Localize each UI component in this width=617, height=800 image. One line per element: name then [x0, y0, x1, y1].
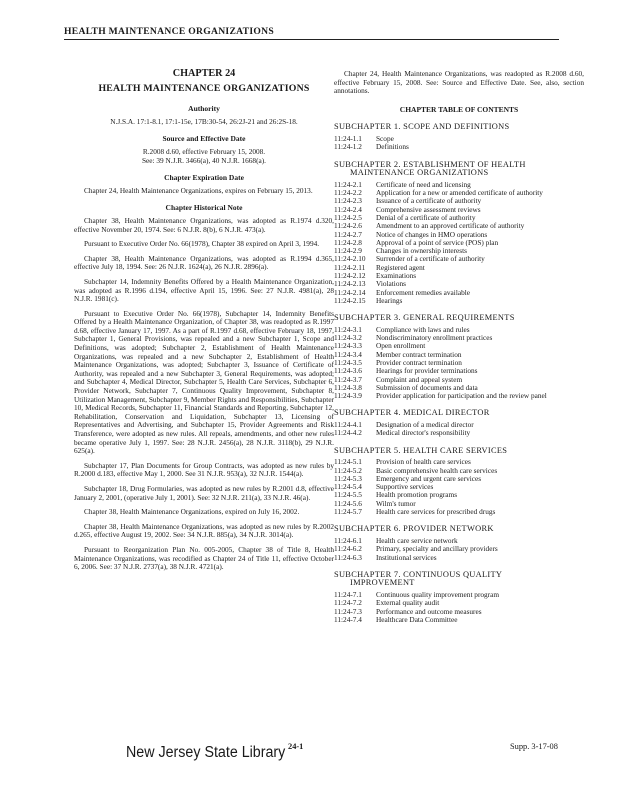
subchapter-title	[334, 447, 584, 456]
subchapter-title-text: SUBCHAPTER 7. CONTINUOUS QUALITY	[334, 569, 503, 579]
history-paragraph: Chapter 38, Health Maintenance Organizations, was adopted as R.1974 d.320, effective November 20, 1974. See: 6 N.J.R. 8(b), 6 N.J.R. 473(a).	[74, 215, 334, 234]
section-number: 11:24-2.13	[334, 279, 366, 289]
source-line-2: See: 39 N.J.R. 3466(a), 40 N.J.R. 1668(a).	[141, 155, 267, 165]
subchapter-title	[334, 123, 584, 132]
history-paragraph: Pursuant to Reorganization Plan No. 005-2005, Chapter 38 of Title 8, Health Maintenance Organizations, was recodified as Chapter 24 of Title 11, effective October 6, 2006. See: 37 N.J.R. 2737(a), 38 N.J.R. 4721(a).	[74, 544, 334, 572]
toc-entry	[334, 591, 584, 599]
chapter-number: CHAPTER 24	[172, 68, 236, 79]
section-title: Designation of a medical director	[376, 420, 474, 430]
section-number: 11:24-7.2	[334, 598, 362, 608]
toc-entry	[334, 143, 584, 151]
section-title: Medical director's responsibility	[376, 428, 471, 438]
section-title: Institutional services	[376, 552, 437, 562]
toc-entry	[334, 334, 584, 342]
toc-heading: CHAPTER TABLE OF CONTENTS	[399, 104, 519, 114]
section-number: 11:24-2.2	[334, 188, 362, 198]
source-line-1: R.2008 d.60, effective February 15, 2008.	[142, 146, 266, 156]
subchapter-title-text: SUBCHAPTER 6. PROVIDER NETWORK	[334, 524, 494, 534]
section-number: 11:24-2.10	[334, 254, 366, 264]
section-number: 11:24-3.6	[334, 366, 362, 376]
section-title: Emergency and urgent care services	[376, 473, 482, 483]
history-paragraph: Chapter 38, Health Maintenance Organizations, was adopted as R.1994 d.365, effective July 18, 1994. See: 26 N.J.R. 1624(a), 26 N.J.R. 2896(a).	[74, 253, 334, 272]
expiration-text: Chapter 24, Health Maintenance Organizations, expires on February 15, 2013.	[84, 185, 313, 195]
section-title: Health care services for prescribed drugs	[376, 507, 496, 517]
section-title: Compliance with laws and rules	[376, 324, 470, 334]
section-title: Provider application for participation and the review panel	[376, 391, 547, 401]
readoption-note: Chapter 24, Health Maintenance Organizations, was readopted as R.2008 d.60, effective February 15, 2008. See: Source and Effective Date. See, also, section annotations.	[334, 69, 584, 96]
section-number: 11:24-2.1	[334, 179, 362, 189]
section-number: 11:24-1.2	[334, 142, 362, 152]
section-title: Hearings for provider terminations	[376, 366, 478, 376]
section-number: 11:24-5.2	[334, 465, 362, 475]
section-number: 11:24-3.1	[334, 324, 362, 334]
history-paragraph: Subchapter 18, Drug Formularies, was adopted as new rules by R.2001 d.8, effective January 2, 2001, (operative July 1, 2001). See: 32 N.J.R. 211(a), 33 N.J.R. 46(a).	[74, 483, 334, 502]
section-number: 11:24-3.5	[334, 357, 362, 367]
section-title: Approval of a point of service (POS) plan	[376, 237, 499, 247]
section-number: 11:24-3.4	[334, 349, 362, 359]
toc-entry	[334, 272, 584, 280]
section-number: 11:24-2.15	[334, 295, 366, 305]
section-title: Provision of health care services	[376, 457, 471, 467]
toc-entry	[334, 255, 584, 263]
subchapter-title-text: SUBCHAPTER 5. HEALTH CARE SERVICES	[334, 445, 508, 455]
section-number: 11:24-2.12	[334, 271, 366, 281]
supplement-date: Supp. 3-17-08	[510, 742, 558, 751]
right-column	[334, 70, 584, 624]
toc-entry	[334, 297, 584, 305]
subchapter-title	[334, 571, 584, 588]
section-number: 11:24-2.11	[334, 262, 366, 272]
history-heading: Chapter Historical Note	[165, 203, 243, 213]
toc-entry	[334, 264, 584, 272]
subchapter-title-continued: IMPROVEMENT	[350, 578, 415, 588]
subchapter-title-text: SUBCHAPTER 1. SCOPE AND DEFINITIONS	[334, 122, 510, 132]
section-title: Health care service network	[376, 535, 458, 545]
section-title: Comprehensive assessment reviews	[376, 204, 481, 214]
toc-entry	[334, 508, 584, 516]
section-number: 11:24-6.1	[334, 535, 362, 545]
section-number: 11:24-1.1	[334, 133, 362, 143]
section-title: Registered agent	[376, 262, 425, 272]
toc-entry	[334, 135, 584, 143]
section-number: 11:24-2.9	[334, 246, 362, 256]
section-title: Basic comprehensive health care services	[376, 465, 498, 475]
toc-entry	[334, 475, 584, 483]
history-paragraph: Chapter 38, Health Maintenance Organizations, was adopted as new rules by R.2002 d.265, effective August 19, 2002. See: 34 N.J.R. 885(a), 34 N.J.R. 3014(a).	[74, 521, 334, 540]
section-number: 11:24-2.7	[334, 229, 362, 239]
subchapter-title-text: SUBCHAPTER 4. MEDICAL DIRECTOR	[334, 408, 490, 418]
page-number: 24-1	[288, 742, 304, 751]
subchapter-title	[334, 314, 584, 323]
section-title: Denial of a certificate of authority	[376, 212, 476, 222]
section-number: 11:24-3.7	[334, 374, 362, 384]
section-title: Health promotion programs	[376, 490, 458, 500]
section-number: 11:24-2.8	[334, 237, 362, 247]
section-title: Certificate of need and licensing	[376, 179, 471, 189]
section-number: 11:24-2.14	[334, 287, 366, 297]
subchapter-title	[334, 409, 584, 418]
section-number: 11:24-5.3	[334, 473, 362, 483]
toc-entry	[334, 429, 584, 437]
section-number: 11:24-5.5	[334, 490, 362, 500]
section-title: Submission of documents and data	[376, 382, 478, 392]
section-title: Nondiscriminatory enrollment practices	[376, 333, 493, 343]
section-title: Supportive services	[376, 482, 434, 492]
section-title: Member contract termination	[376, 349, 462, 359]
section-number: 11:24-2.4	[334, 204, 362, 214]
section-title: Scope	[376, 133, 394, 143]
section-title: Definitions	[376, 142, 409, 152]
section-title: Performance and outcome measures	[376, 606, 482, 616]
toc-entry	[334, 545, 584, 553]
section-number: 11:24-3.8	[334, 382, 362, 392]
section-title: External quality audit	[376, 598, 440, 608]
section-number: 11:24-7.4	[334, 614, 362, 624]
subchapter-title-continued: MAINTENANCE ORGANIZATIONS	[350, 168, 489, 178]
section-number: 11:24-2.6	[334, 221, 362, 231]
subchapter-title-text: SUBCHAPTER 2. ESTABLISHMENT OF HEALTH	[334, 159, 526, 169]
expiration-heading: Chapter Expiration Date	[164, 173, 244, 183]
toc-entry	[334, 483, 584, 491]
table-of-contents	[334, 123, 584, 624]
section-title: Changes in ownership interests	[376, 246, 467, 256]
section-number: 11:24-5.7	[334, 507, 362, 517]
section-title: Complaint and appeal system	[376, 374, 463, 384]
authority-text: N.J.S.A. 17:1-8.1, 17:1-15e, 17B:30-54, 26:2J-21 and 26:2S-18.	[110, 116, 298, 126]
running-head: HEALTH MAINTENANCE ORGANIZATIONS	[64, 26, 559, 40]
section-number: 11:24-7.3	[334, 606, 362, 616]
history-paragraph: Subchapter 14, Indemnity Benefits Offered by a Health Maintenance Organization, was adopted as R.1996 d.194, effective April 15, 1996. See: 27 N.J.R. 4981(a), 28 N.J.R. 1981(c).	[74, 276, 334, 304]
section-title: Amendment to an approved certificate of authority	[376, 221, 525, 231]
toc-entry	[334, 289, 584, 297]
toc-entry	[334, 608, 584, 616]
section-title: Enforcement remedies available	[376, 287, 471, 297]
section-number: 11:24-6.3	[334, 552, 362, 562]
section-title: Wilm's tumor	[376, 498, 416, 508]
toc-entry	[334, 392, 584, 400]
section-title: Surrender of a certificate of authority	[376, 254, 485, 264]
section-number: 11:24-4.1	[334, 420, 362, 430]
subchapter-title-text: SUBCHAPTER 3. GENERAL REQUIREMENTS	[334, 313, 515, 323]
section-title: Notice of changes in HMO operations	[376, 229, 488, 239]
section-number: 11:24-3.2	[334, 333, 362, 343]
section-title: Open enrollment	[376, 341, 426, 351]
section-number: 11:24-3.3	[334, 341, 362, 351]
source-heading: Source and Effective Date	[162, 134, 246, 144]
history-paragraph: Subchapter 17, Plan Documents for Group Contracts, was adopted as new rules by R.2000 d.183, effective May 1, 2000. See 31 N.J.R. 953(a), 32 N.J.R. 1544(a).	[74, 460, 334, 479]
section-number: 11:24-2.3	[334, 196, 362, 206]
section-number: 11:24-7.1	[334, 590, 362, 599]
section-title: Healthcare Data Committee	[376, 614, 458, 624]
subchapter-title	[334, 525, 584, 534]
section-title: Hearings	[376, 295, 403, 305]
left-column	[74, 70, 334, 578]
section-title: Violations	[376, 279, 406, 289]
section-number: 11:24-6.2	[334, 544, 362, 554]
section-title: Application for a new or amended certificate of authority	[376, 188, 543, 198]
history-paragraph: Chapter 38, Health Maintenance Organizations, expired on July 16, 2002.	[84, 507, 300, 517]
section-number: 11:24-5.4	[334, 482, 362, 492]
chapter-title: HEALTH MAINTENANCE ORGANIZATIONS	[98, 82, 310, 94]
section-title: Continuous quality improvement program	[376, 590, 500, 599]
subchapter-title	[334, 161, 584, 178]
history-paragraph: Pursuant to Executive Order No. 66(1978), Subchapter 14, Indemnity Benefits Offered by a Health Maintenance Organization, of Chapter 38, was readopted as R.1997 d.68, effective January 17, 1997. As a part of R.1997 d.68, effective February 18, 1997, Subchapter 1, General Provisions, was repealed and a new Subchapter 1, Scope and Definitions, was adopted; Subchapter 2, Establishment of Health Maintenance Organizations, was repealed and a new Subchapter 2, Establishment of Health Maintenance Organizations, was adopted; Subchapter 3, Issuance of Certificate of Authority, was repealed and a new Subchapter 3, General Requirements, was adopted; and Subchapter 4, Medical Director, Subchapter 5, Health Care Services, Subchapter 6, Provider Network, Subchapter 7, Continuous Quality Improvement, Subchapter 8, Utilization Management, Subchapter 9, Member Rights and Responsibilities, Subchapter 10, Medical Records, Subchapter 11, Financial Standards and Reporting, Subchapter 12, Rehabilitation, Conservation and Liquidation, Subchapter 13, Licensing of Representatives and Advertising, and Subchapter 15, Provider Agreements and Risk Transference, were adopted as new rules. All repeals, amendments, and other new rules became operative July 1, 1997. See: 28 N.J.R. 2456(a), 28 N.J.R. 3118(b), 29 N.J.R. 625(a).	[74, 308, 334, 456]
section-title: Examinations	[376, 271, 417, 281]
toc-entry	[334, 554, 584, 562]
section-number: 11:24-2.5	[334, 212, 362, 222]
section-title: Issuance of a certificate of authority	[376, 196, 482, 206]
toc-entry	[334, 616, 584, 624]
section-title: Provider contract termination	[376, 357, 462, 367]
toc-entry	[334, 491, 584, 499]
authority-heading: Authority	[188, 104, 220, 114]
section-title: Primary, specialty and ancillary providers	[376, 544, 498, 554]
section-number: 11:24-5.6	[334, 498, 362, 508]
section-number: 11:24-3.9	[334, 391, 362, 401]
history-paragraph: Pursuant to Executive Order No. 66(1978), Chapter 38 expired on April 3, 1994.	[84, 239, 320, 249]
library-logo: New Jersey State Library	[126, 744, 286, 761]
section-number: 11:24-5.1	[334, 457, 362, 467]
section-number: 11:24-4.2	[334, 428, 362, 438]
